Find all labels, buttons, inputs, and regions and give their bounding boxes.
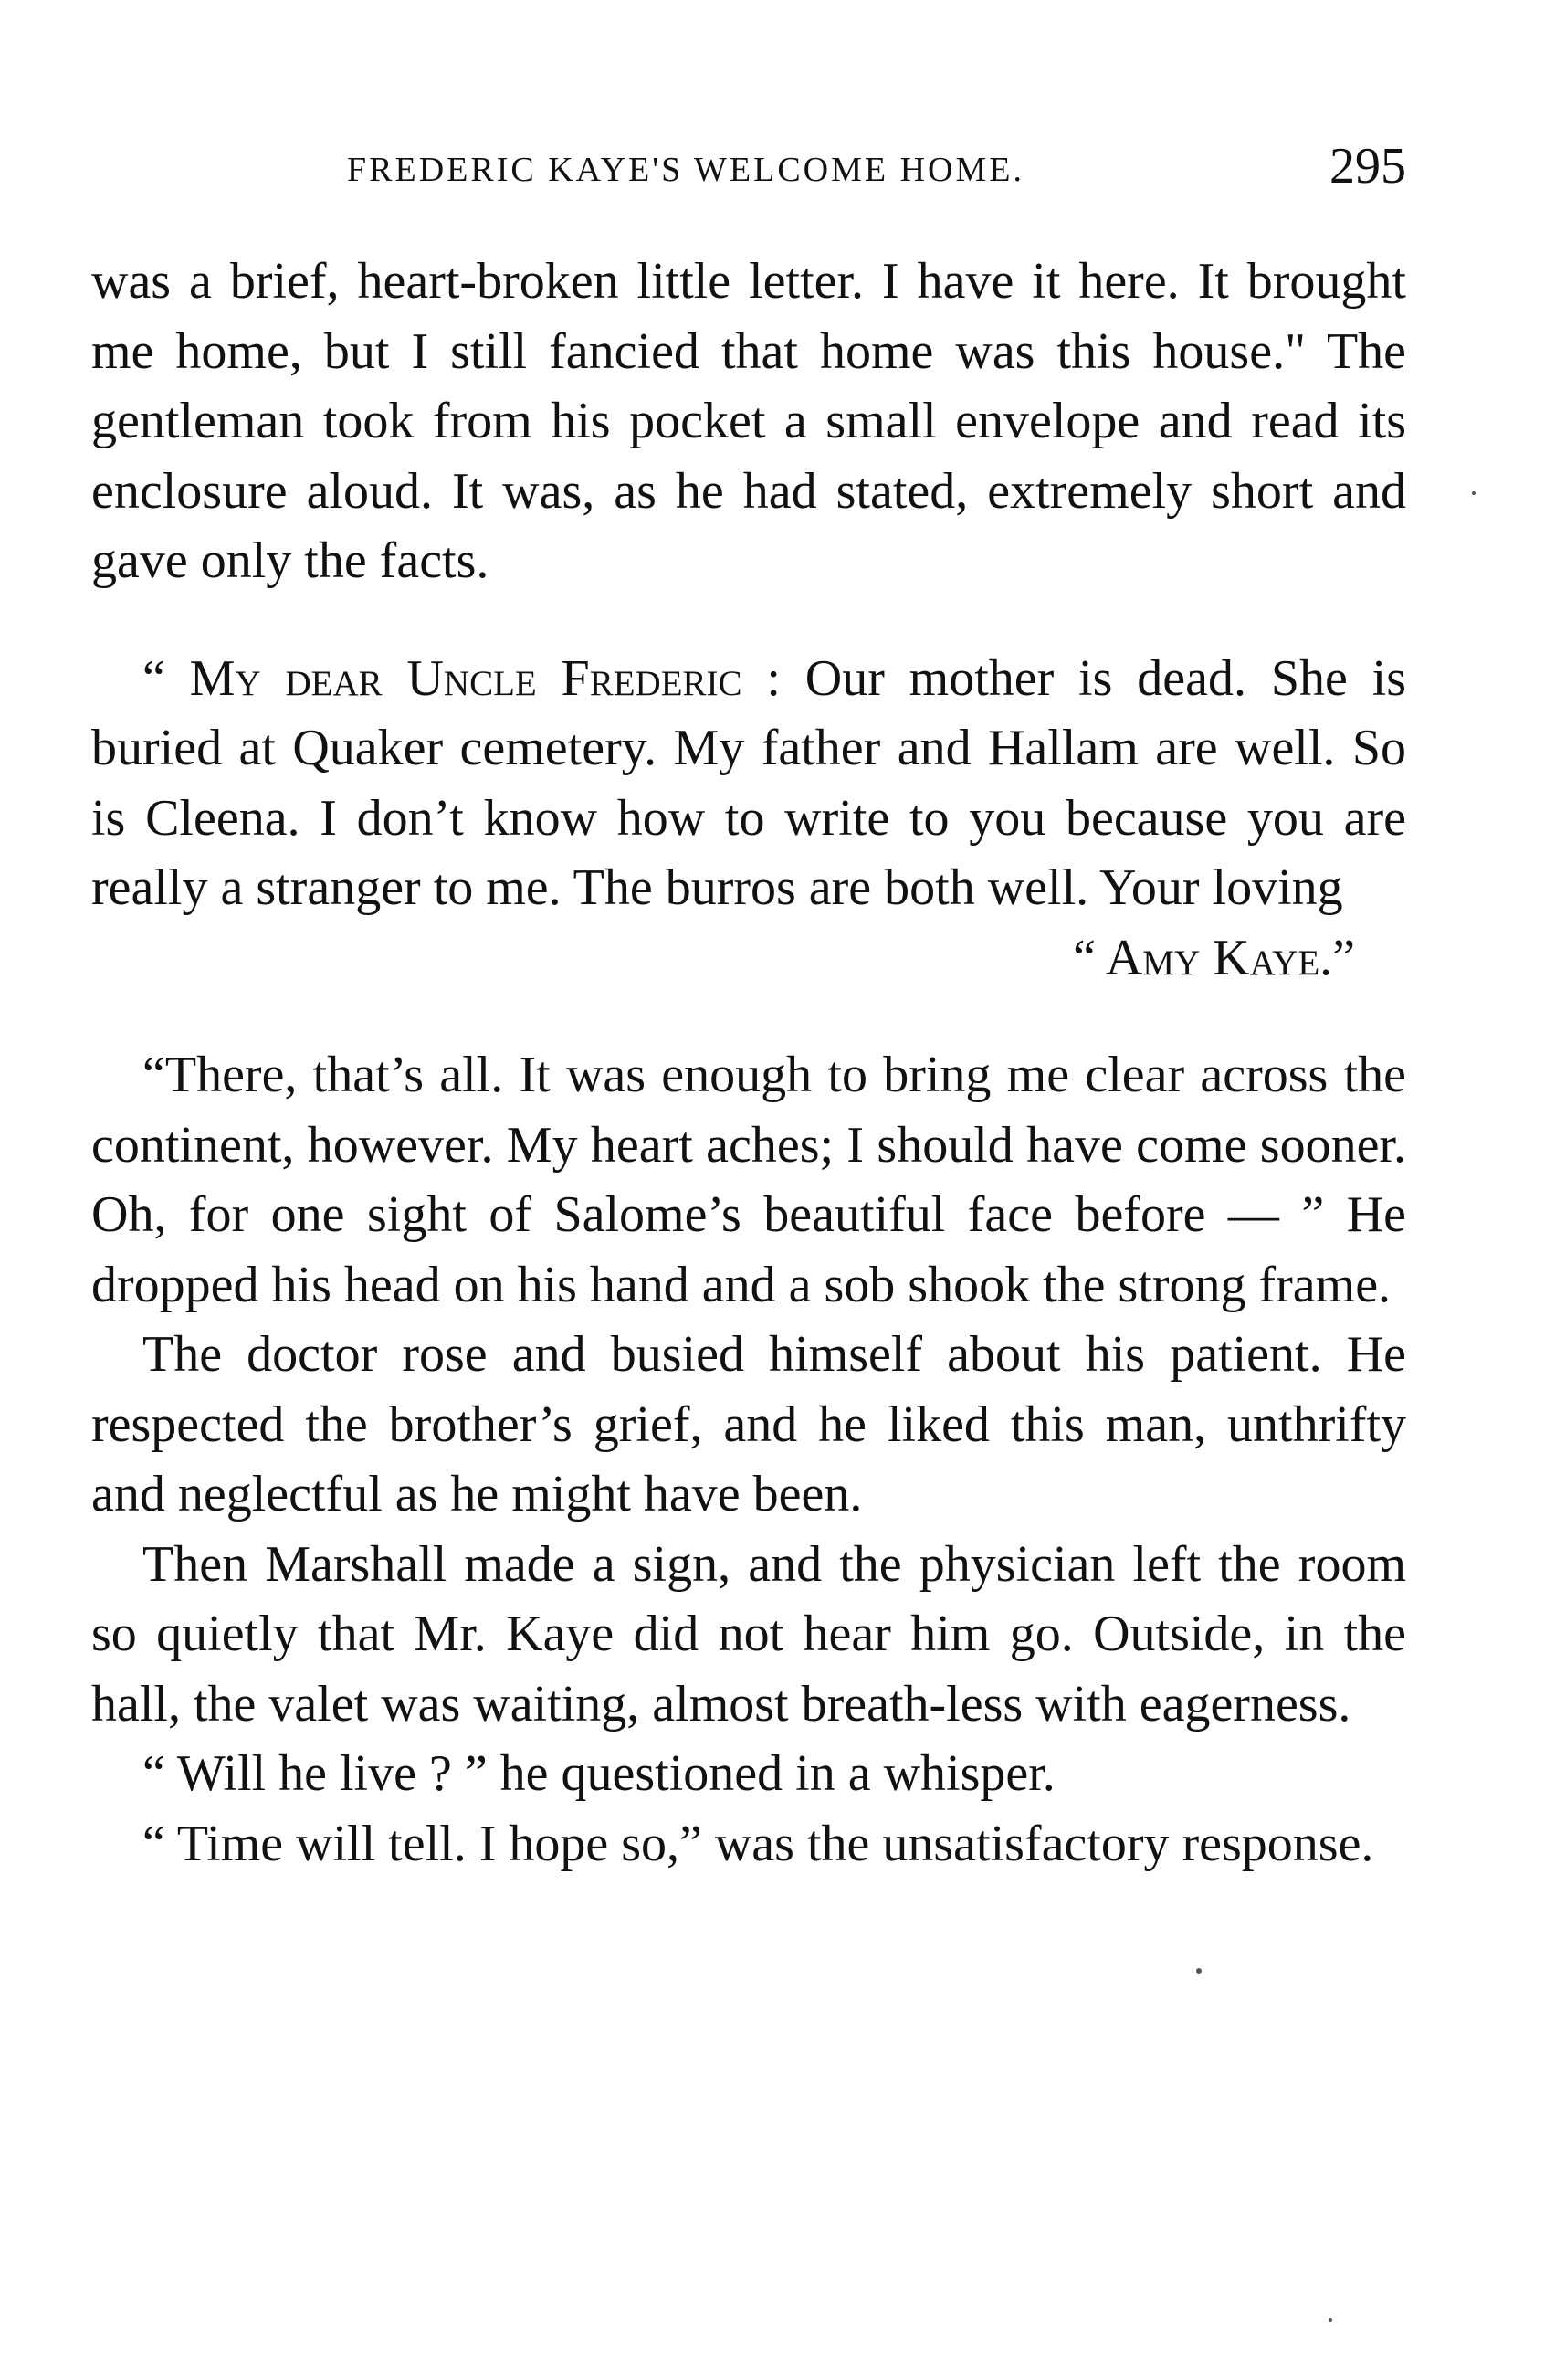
paragraph-3: “There, that’s all. It was enough to bring me clear across the continent, however. My heart aches; I should have come sooner. Oh, for one sight of Salome’s beautiful face before — ” He dropped his head on his hand and a sob shook the strong frame.	[91, 1047, 1406, 1313]
page-number: 295	[1329, 138, 1406, 195]
letter-body: Our mother is dead. She is buried at Quaker cemetery. My father and Hallam are well. So is Cleena. I don’t know how to write to you because you are really a stranger to me. The burros are both well. Your loving	[91, 649, 1407, 916]
running-head: FREDERIC KAYE'S WELCOME HOME.	[347, 151, 1024, 189]
paragraph-7: “ Time will tell. I hope so,” was the unsatisfactory response.	[142, 1815, 1374, 1872]
paragraph-4: The doctor rose and busied himself about his patient. He respected the brother’s grief, and he liked this man, unthrifty and neglectful as he might have been.	[91, 1326, 1406, 1522]
print-speck	[1472, 491, 1476, 495]
paragraph-5: Then Marshall made a sign, and the physician left the room so quietly that Mr. Kaye did not hear him go. Outside, in the hall, the valet was waiting, almost breath-less with eagerness.	[91, 1535, 1406, 1732]
paragraph-6: “ Will he live ? ” he questioned in a whisper.	[142, 1745, 1056, 1802]
page-header	[91, 137, 1406, 210]
letter-paragraph	[91, 644, 1406, 923]
letter-salutation: “ My dear Uncle Frederic :	[142, 649, 781, 707]
print-speck	[1329, 2318, 1332, 2322]
letter-signature: “ Amy Kaye.”	[1073, 929, 1355, 986]
body-text	[91, 247, 1406, 1879]
paragraph-1: was a brief, heart-broken little letter. I have it here. It brought me home, but I still fancied that home was this house." The gentleman took from his pocket a small envelope and read its enclosure aloud. It was, as he had stated, extremely short and gave only the facts.	[91, 253, 1406, 589]
print-speck	[1196, 1968, 1202, 1974]
